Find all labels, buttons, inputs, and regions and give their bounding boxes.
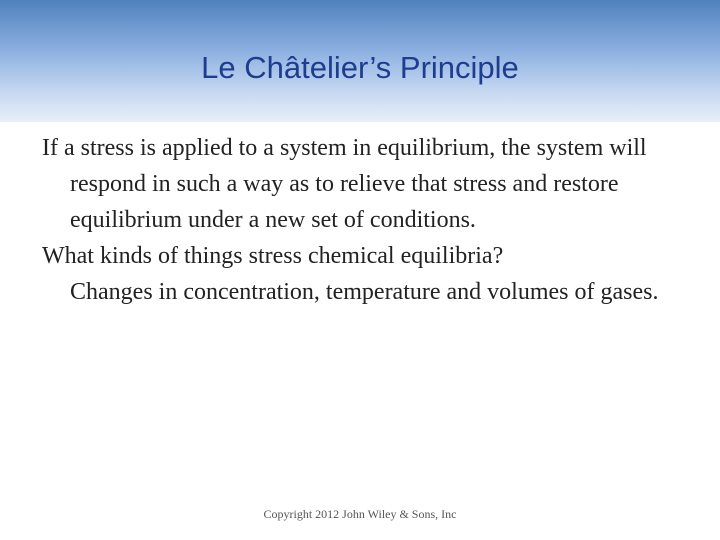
answer-text: Changes in concentration, temperature and volumes of gases. (70, 279, 659, 305)
slide-title: Le Châtelier’s Principle (201, 50, 519, 85)
principle-definition: If a stress is applied to a system in equilibrium, the system will respond in such a way as to relieve that stress and restore equilibrium under a new set of conditions. (42, 135, 647, 233)
copyright-footer: Copyright 2012 John Wiley & Sons, Inc (263, 507, 457, 521)
question-text: What kinds of things stress chemical equilibria? (42, 243, 504, 269)
slide-body (42, 130, 682, 310)
